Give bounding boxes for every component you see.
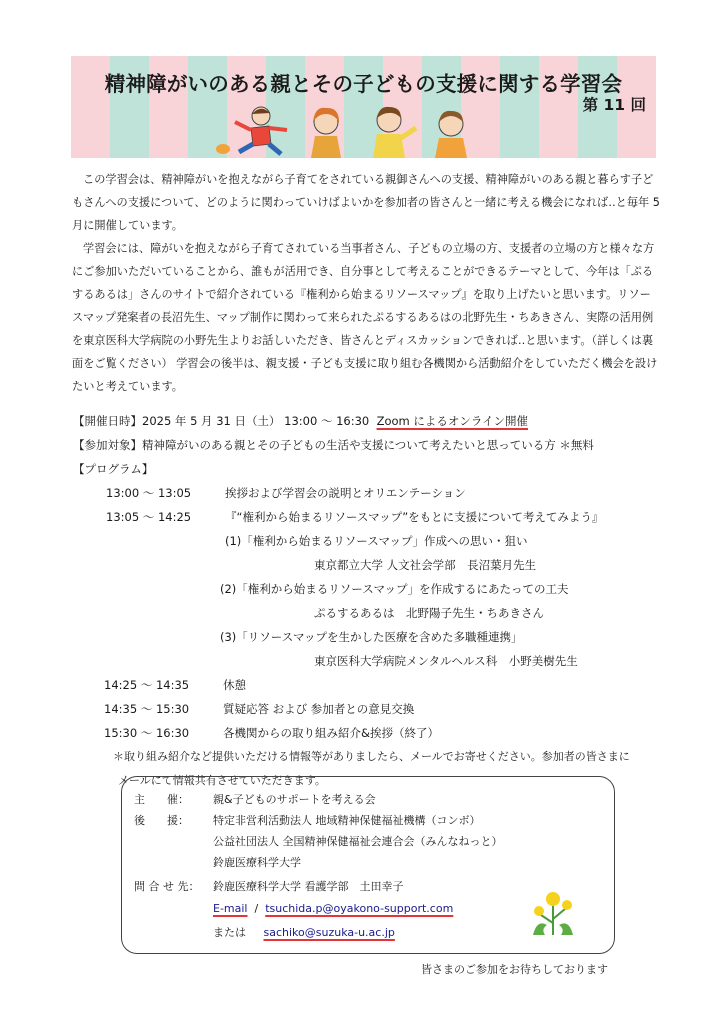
supporter: 鈴鹿医療科学大学	[213, 856, 301, 869]
program-text: 挨拶および学習会の説明とオリエンテーション	[225, 486, 466, 500]
program-note: メールにて情報共有させていただきます。	[118, 774, 326, 787]
program-text: 『“権利から始まるリソースマップ”をもとに支援について考えてみよう』	[225, 510, 604, 524]
program-speaker: ぷるするあるは 北野陽子先生・ちあきさん	[314, 606, 544, 620]
program-subtitle: (3)「リソースマップを生かした医療を含めた多職種連携」	[220, 630, 523, 644]
target-label: 【参加対象】	[73, 438, 142, 452]
page-title: 精神障がいのある親とその子どもの支援に関する学習会	[104, 72, 623, 96]
event-date-row	[73, 413, 528, 429]
inquiry-name: 鈴鹿医療科学大学 看護学部 土田幸子	[213, 880, 404, 893]
target-row	[73, 437, 594, 453]
program-text: 各機関からの取り組み紹介&挨拶（終了）	[223, 726, 439, 740]
intro-paragraph: 学習会には、障がいを抱えながら子育てされている当事者さん、子どもの立場の方、支援者の立場の方と様々な方にご参加いただいていることから、誰もが活用でき、自分事として考えることができるテーマとして、今年は「ぷるするあるは」さんのサイトで紹介されている『権利から始まるリソースマップ』を取り上げたいと思います。リソースマップ発案者の長沼先生、マップ制作に関わって来られたぷるするあるはの北野先生・ちあきさん、実際の活用例を東京医科大学病院の小野先生よりお話しいただき、皆さんとディスカッションできれば‥と思います。（詳しくは裏面をご覧ください） 学習会の後半は、親支援・子ども支援に取り組む各機関から活動紹介をしていただく機会を設けたいと考えています。	[72, 242, 658, 393]
inquiry-label: 問 合 せ 先：	[134, 880, 200, 893]
target-value: 精神障がいのある親とその子どもの生活や支援について考えたいと思っている方 ＊無料	[142, 438, 594, 452]
host-label: 主 催：	[134, 793, 189, 806]
program-subtitle: (1)「権利から始まるリソースマップ」作成への思い・狙い	[225, 534, 528, 548]
email-label: E-mail	[213, 902, 248, 915]
header-banner	[71, 56, 656, 158]
intro-paragraph: この学習会は、精神障がいを抱えながら子育てをされている親御さんへの支援、精神障がいのある親と暮らす子どもさんへの支援について、どのように関わっていけばよいかを参加者の皆さんと一緒に考える機会になれば‥と毎年 5 月に開催しています。	[72, 173, 660, 232]
program-note: ＊取り組み紹介など提供いただける情報等がありましたら、メールでお寄せください。参加者の皆さまに	[113, 750, 630, 763]
email-link[interactable]: tsuchida.p@oyakono-support.com	[265, 902, 454, 915]
program-speaker: 東京都立大学 人文社会学部 長沼葉月先生	[314, 558, 537, 572]
program-time: 13:00 ～ 13:05	[106, 486, 192, 500]
email-alt-row	[213, 925, 395, 940]
program-subtitle: (2)「権利から始まるリソースマップ」を作成するにあたっての工夫	[220, 582, 569, 596]
session-number: 第 11 回	[582, 96, 646, 114]
support-label: 後 援：	[134, 814, 189, 827]
program-time: 14:25 ～ 14:35	[104, 678, 190, 692]
email-link[interactable]: sachiko@suzuka-u.ac.jp	[263, 926, 395, 939]
online-format: Zoom によるオンライン開催	[376, 414, 529, 428]
email-slash: /	[254, 902, 259, 915]
program-speaker: 東京医科大学病院メンタルヘルス科 小野美樹先生	[314, 654, 578, 668]
program-text: 休憩	[223, 678, 246, 692]
host-name: 親&子どものサポートを考える会	[213, 793, 376, 806]
program-time: 14:35 ～ 15:30	[104, 702, 190, 716]
date-label: 【開催日時】	[73, 414, 142, 428]
supporter: 特定非営利活動法人 地域精神保健福祉機構（コンボ）	[213, 814, 481, 827]
supporter: 公益社団法人 全国精神保健福祉会連合会（みんなねっと）	[213, 835, 503, 848]
intro-text	[72, 168, 660, 398]
program-time: 13:05 ～ 14:25	[106, 510, 192, 524]
program-text: 質疑応答 および 参加者との意見交換	[223, 702, 415, 716]
dandelion-icon	[527, 885, 579, 937]
date-value: 2025 年 5 月 31 日（土） 13:00 ～ 16:30	[142, 414, 370, 428]
children-illustration	[211, 104, 501, 158]
or-label: または	[213, 926, 246, 939]
closing-message: 皆さまのご参加をお待ちしております	[421, 963, 608, 976]
program-time: 15:30 ～ 16:30	[104, 726, 190, 740]
email-row	[213, 901, 453, 916]
program-heading: 【プログラム】	[73, 462, 154, 476]
